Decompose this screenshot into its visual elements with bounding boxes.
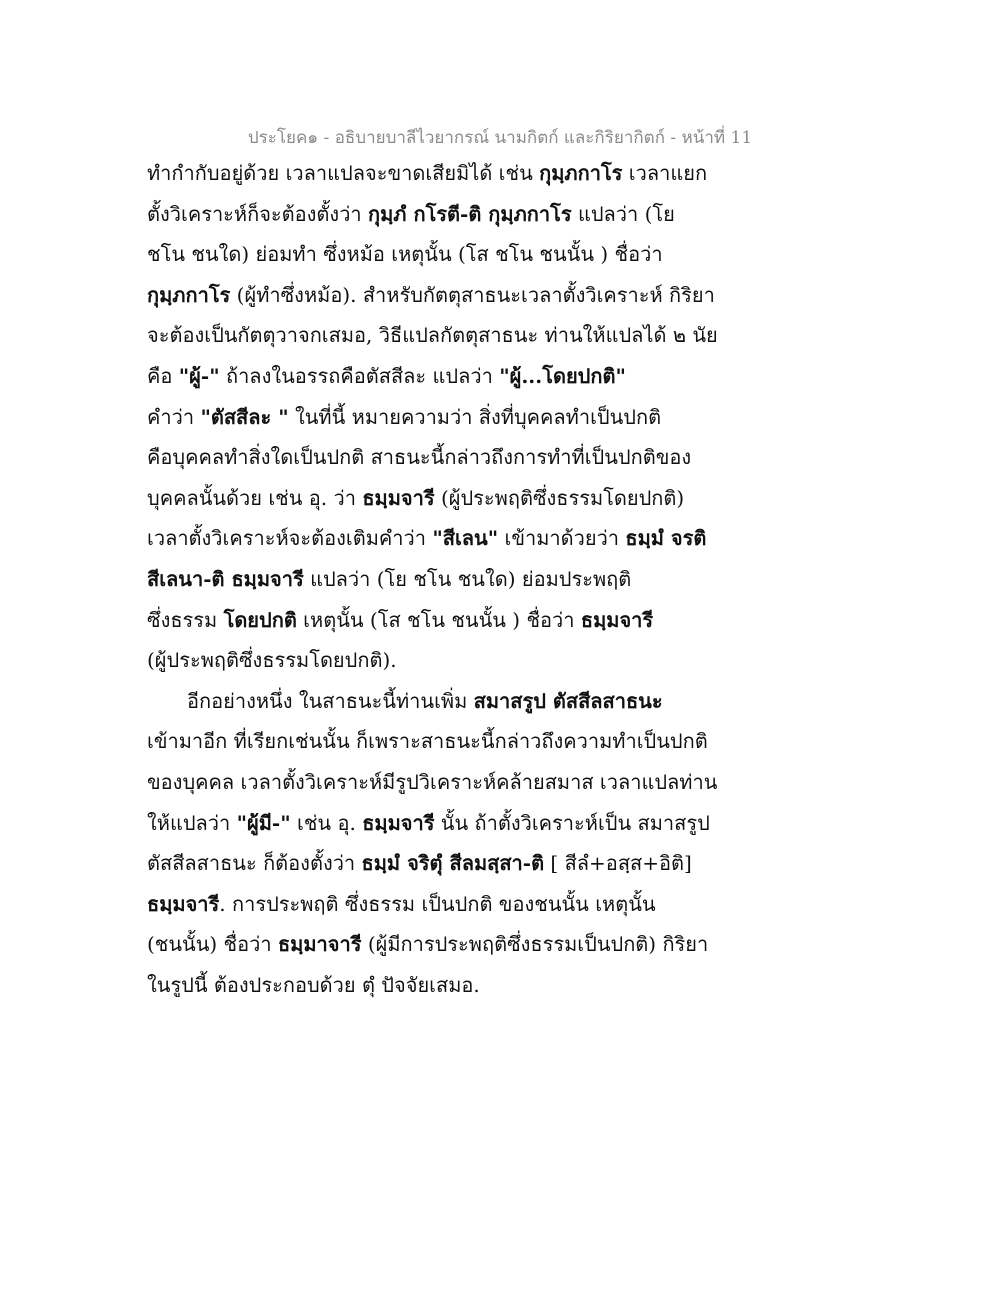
bold-term: กุมฺภกาโร	[539, 161, 623, 185]
text-run: เช่น อุ.	[290, 810, 363, 835]
text-run: จะต้องเป็นกัตตุวาจกเสมอ, วิธีแปลกัตตุสาธนะ ท่านให้แปลได้ ๒ นัย	[147, 323, 718, 348]
text-run: ในที่นี้ หมายความว่า สิ่งที่บุคคลทำเป็นปกติ	[288, 404, 662, 429]
text-line	[147, 280, 715, 321]
text-line	[147, 605, 707, 646]
text-line	[147, 402, 707, 443]
body-text	[147, 158, 718, 1010]
page-header: ประโยค๑ - อธิบายบาลีไวยากรณ์ นามกิตก์ และกิริยากิตก์ - หน้าที่ 11	[247, 128, 753, 148]
text-line	[147, 686, 707, 727]
text-run: ตั้งวิเคราะห์ก็จะต้องตั้งว่า	[147, 201, 369, 226]
text-line	[147, 523, 707, 564]
bold-term: ธมฺมํ จริตุํ สีลมสฺสา-ติ	[361, 851, 545, 876]
text-run: ตัสสีลสาธนะ ก็ต้องตั้งว่า	[147, 851, 362, 876]
text-run: เหตุนั้น (โส ชโน ชนนั้น ) ชื่อว่า	[296, 607, 581, 632]
bold-term: "ผู้มี-"	[236, 810, 291, 835]
text-line	[147, 564, 707, 605]
text-run: เวลาแยก	[622, 161, 708, 185]
text-run: ให้แปลว่า	[147, 810, 237, 835]
bold-term: ธมฺมาจารี	[277, 932, 362, 957]
text-run: เข้ามาด้วยว่า	[498, 526, 626, 551]
text-line	[147, 848, 707, 889]
text-run: อีกอย่างหนึ่ง ในสาธนะนี้ท่านเพิ่ม	[187, 688, 474, 713]
text-run: (ชนนั้น) ชื่อว่า	[147, 932, 278, 957]
text-line	[147, 929, 707, 970]
bold-term: "ตัสสีละ "	[200, 404, 289, 429]
text-run: เข้ามาอีก ที่เรียกเช่นนั้น ก็เพราะสาธนะนี้กล่าวถึงความทำเป็นปกติ	[147, 729, 708, 754]
text-run: ซึ่งธรรม	[147, 607, 224, 632]
bold-term: "ผู้-"	[178, 363, 220, 388]
text-line	[147, 726, 707, 767]
text-run: ชโน ชนใด) ย่อมทำ ซึ่งหม้อ เหตุนั้น (โส ชโน ชนนั้น ) ชื่อว่า	[147, 242, 663, 267]
text-line	[147, 483, 707, 524]
bold-term: สมาสรูป ตัสสีลสาธนะ	[473, 688, 663, 713]
text-run: ทำกำกับอยู่ด้วย เวลาแปลจะขาดเสียมิได้ เช่น	[147, 161, 540, 185]
text-run: (ผู้ทำซึ่งหม้อ). สำหรับกัตตุสาธนะเวลาตั้งวิเคราะห์ กิริยา	[230, 282, 715, 307]
bold-term: สีเลนา-ติ ธมฺมจารี	[147, 566, 304, 591]
text-run: นั้น ถ้าตั้งวิเคราะห์เป็น สมาสรูป	[434, 810, 710, 835]
text-line	[147, 361, 707, 402]
text-line	[147, 320, 718, 361]
text-run: แปลว่า (โย	[571, 201, 675, 226]
text-run: ถ้าลงในอรรถคือตัสสีละ แปลว่า	[219, 363, 500, 388]
text-run: คือบุคคลทำสิ่งใดเป็นปกติ สาธนะนี้กล่าวถึงการทำที่เป็นปกติของ	[147, 445, 692, 470]
text-line	[147, 199, 707, 240]
text-line	[147, 889, 707, 930]
text-line	[147, 239, 707, 280]
text-line	[147, 970, 707, 1011]
text-run: คำว่า	[147, 404, 201, 429]
text-line	[147, 808, 710, 849]
text-line	[147, 767, 718, 808]
bold-term: ธมฺมจารี	[362, 810, 435, 835]
text-line	[147, 158, 707, 199]
bold-term: "สีเลน"	[432, 526, 499, 551]
text-run: (ผู้ประพฤติซึ่งธรรมโดยปกติ).	[147, 648, 397, 673]
text-run: แปลว่า (โย ชโน ชนใด) ย่อมประพฤติ	[303, 566, 632, 591]
bold-term: กุมฺภํ กโรตี-ติ กุมฺภกาโร	[368, 201, 572, 226]
bold-term: โดยปกติ	[223, 607, 297, 632]
text-run: (ผู้ประพฤติซึ่งธรรมโดยปกติ)	[434, 485, 685, 510]
text-run: . การประพฤติ ซึ่งธรรม เป็นปกติ ของชนนั้น เหตุนั้น	[219, 891, 656, 916]
bold-term: ธมฺมจารี	[362, 485, 435, 510]
text-run: ในรูปนี้ ต้องประกอบด้วย ตุํ ปัจจัยเสมอ.	[147, 972, 480, 997]
text-line	[147, 645, 707, 686]
bold-term: ธมฺมจารี	[147, 891, 220, 916]
text-run: เวลาตั้งวิเคราะห์จะต้องเติมคำว่า	[147, 526, 433, 551]
text-run: คือ	[147, 363, 179, 388]
bold-term: ธมฺมํ จรติ	[625, 526, 707, 551]
bold-term: ธมฺมจารี	[580, 607, 654, 632]
bold-term: กุมฺภกาโร	[147, 282, 231, 307]
text-run: (ผู้มีการประพฤติซึ่งธรรมเป็นปกติ) กิริยา	[361, 932, 709, 957]
bold-term: "ผู้...โดยปกติ"	[499, 363, 626, 388]
text-run: บุคคลนั้นด้วย เช่น อุ. ว่า	[147, 485, 363, 510]
text-run: [ สีลํ+อสฺส+อิติ]	[544, 851, 692, 876]
text-line	[147, 442, 707, 483]
text-run: ของบุคคล เวลาตั้งวิเคราะห์มีรูปวิเคราะห์คล้ายสมาส เวลาแปลท่าน	[147, 769, 718, 794]
